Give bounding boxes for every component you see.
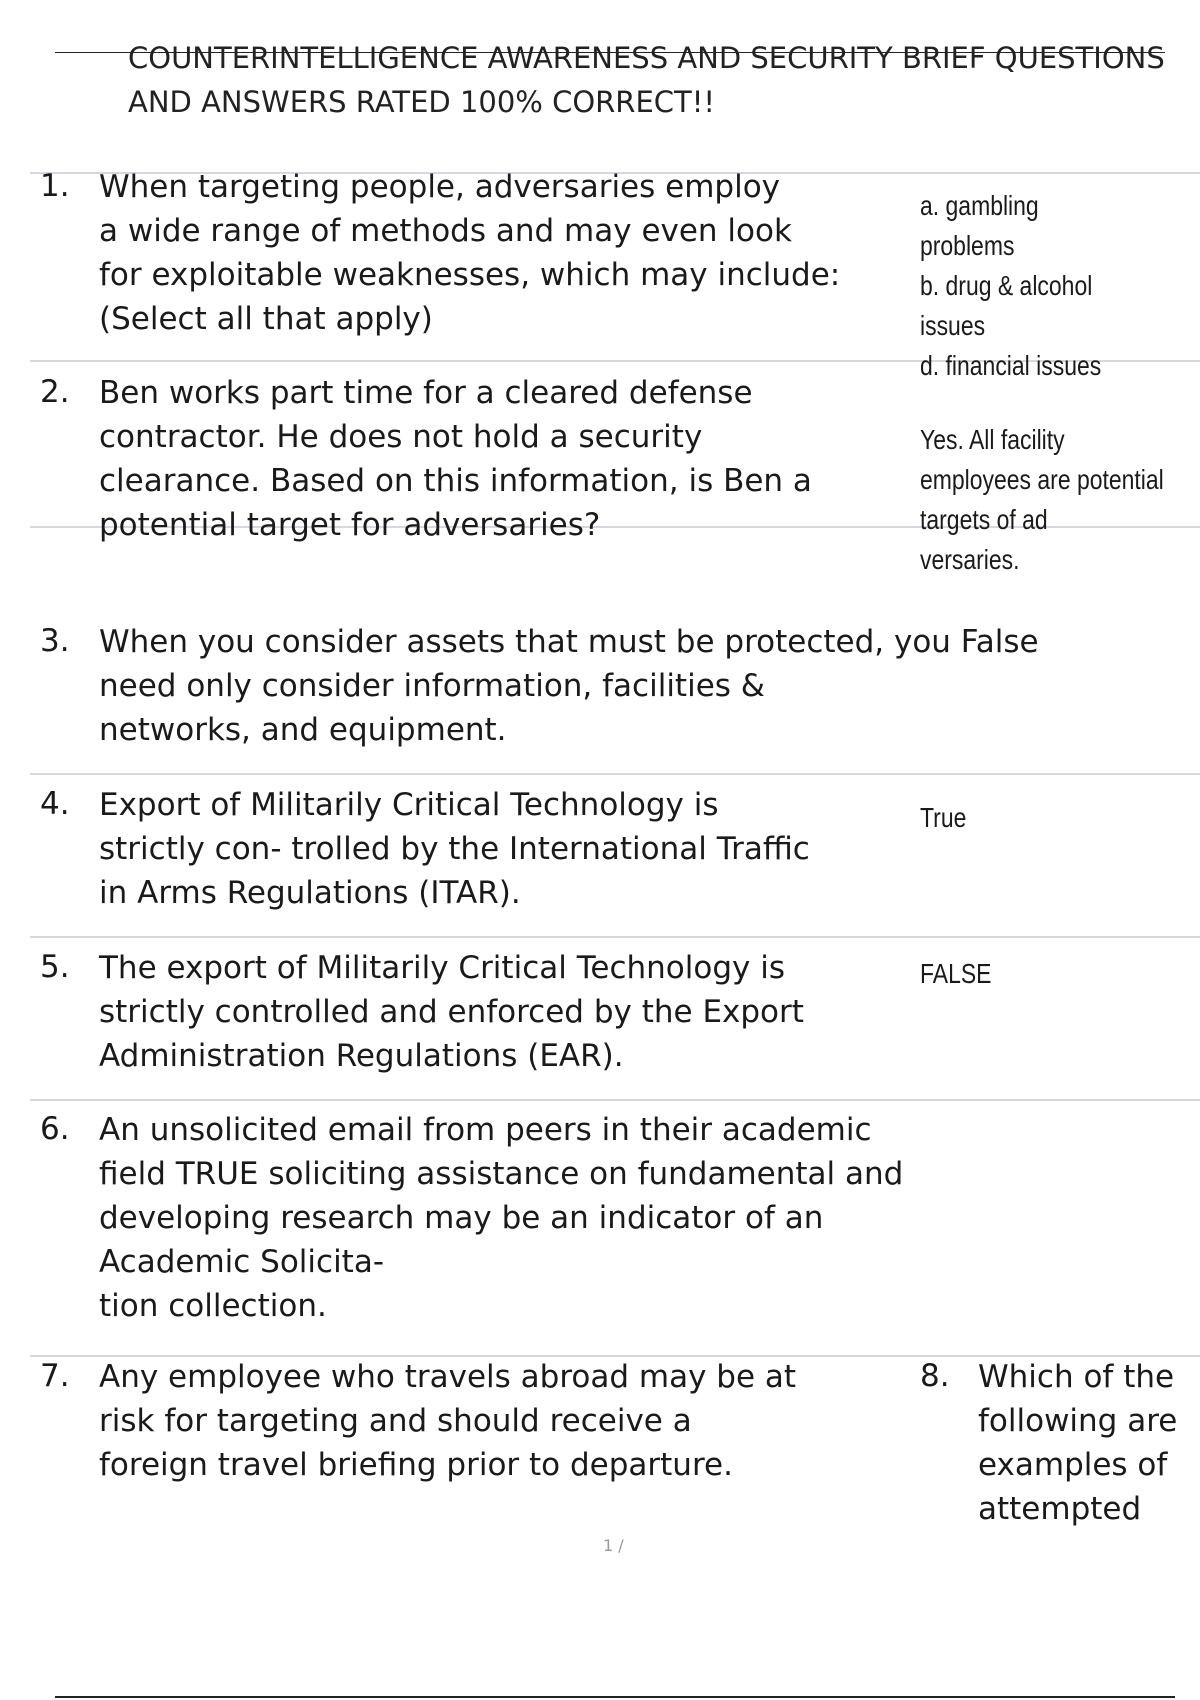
question-number: 1. [40,168,70,204]
question-text: An unsolicited email from peers in their academic field TRUE soliciting assistance on fundamental and developing research may be an indicator of an Academic Solicita- tion collection. [99,1112,904,1324]
title-line-2: AND ANSWERS RATED 100% CORRECT!! [128,85,715,119]
question-text: The export of Militarily Critical Technology is strictly controlled and enforced by the Export Administration Regulations (EAR). [99,950,804,1074]
question-text: Any employee who travels abroad may be at risk for targeting and should receive a foreign travel briefing prior to departure. [99,1359,797,1483]
document-title [128,36,1188,124]
row-divider [30,1099,1200,1101]
question-text: Ben works part time for a cleared defense contractor. He does not hold a security clearance. Based on this information, is Ben a potential target for adversaries? [99,375,812,543]
row-divider [30,936,1200,938]
question-number: 4. [40,786,70,822]
title-line-1: COUNTERINTELLIGENCE AWARENESS AND SECURITY BRIEF QUESTIONS [128,41,1165,75]
answer-text: a. gambling problems b. drug & alcohol issues d. financial issues [920,190,1102,381]
answer-text: True [920,802,967,833]
question-text: When targeting people, adversaries employ a wide range of methods and may even look for exploitable weaknesses, which may include: (Select all that apply) [99,169,841,337]
question-number: 8. [920,1358,950,1394]
answer-text: Yes. All facility employees are potential targets of ad versaries. [920,424,1164,575]
question-number: 3. [40,623,70,659]
answer-text: FALSE [920,958,992,989]
question-text: When you consider assets that must be protected, you False need only consider information, facilities & networks, and equipment. [99,624,1039,748]
row-divider [30,773,1200,775]
question-text: Which of the following are examples of attempted [978,1359,1178,1527]
page-number-mark: 1 / [603,1536,624,1555]
bottom-rule [55,1696,1175,1698]
question-text: Export of Militarily Critical Technology is strictly con- trolled by the International Traffic in Arms Regulations (ITAR). [99,787,810,911]
question-number: 6. [40,1111,70,1147]
question-number: 7. [40,1358,70,1394]
question-number: 2. [40,374,70,410]
question-number: 5. [40,949,70,985]
